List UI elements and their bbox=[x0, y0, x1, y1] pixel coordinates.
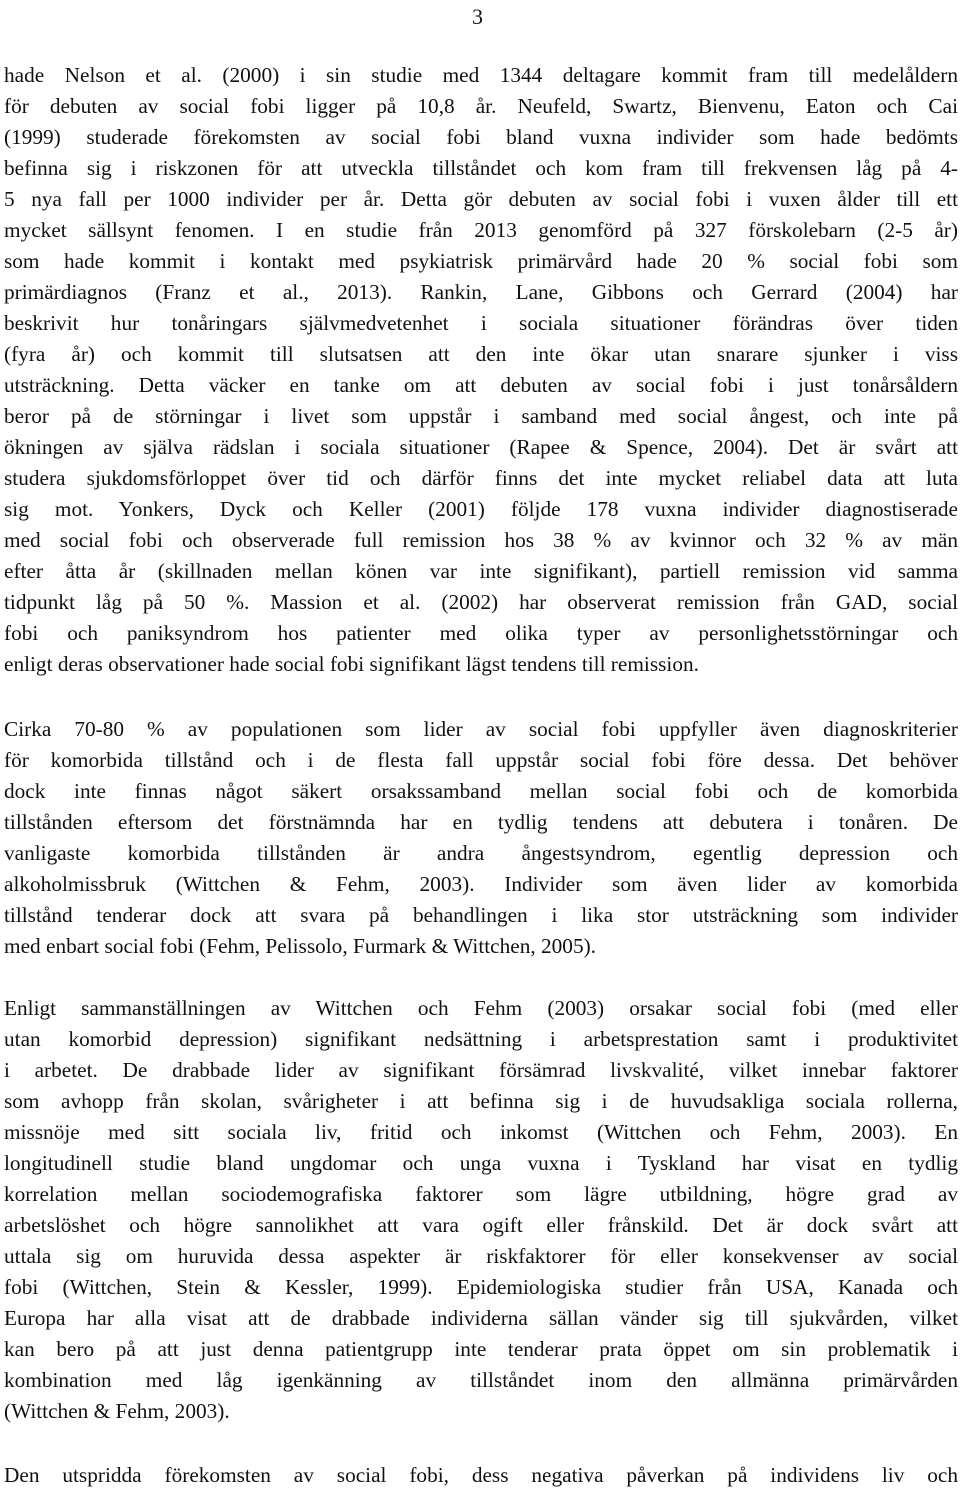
text-line: dock inte finnas något säkert orsakssamband mellan social fobi och de komorbida bbox=[4, 779, 958, 803]
text-line: fobi och paniksyndrom hos patienter med olika typer av personlighetsstörningar och bbox=[4, 621, 958, 645]
text-line: primärdiagnos (Franz et al., 2013). Rankin, Lane, Gibbons och Gerrard (2004) har bbox=[4, 280, 958, 304]
text-line: Den utspridda förekomsten av social fobi, dess negativa påverkan på individens liv och bbox=[4, 1463, 958, 1487]
text-line: (1999) studerade förekomsten av social fobi bland vuxna individer som hade bedömts bbox=[4, 125, 958, 149]
text-line: i arbetet. De drabbade lider av signifikant försämrad livskvalité, vilket innebar faktorer bbox=[4, 1058, 958, 1082]
text-line: med social fobi och observerade full remission hos 38 % av kvinnor och 32 % av män bbox=[4, 528, 958, 552]
text-line: arbetslöshet och högre sannolikhet att vara ogift eller frånskild. Det är dock svårt att bbox=[4, 1213, 958, 1237]
text-line: Europa har alla visat att de drabbade individerna sällan vänder sig till sjukvården, vilket bbox=[4, 1306, 958, 1330]
page-number: 3 bbox=[472, 4, 483, 29]
text-line: tillstånd tenderar dock att svara på behandlingen i lika stor utsträckning som individer bbox=[4, 903, 958, 927]
text-line: Cirka 70-80 % av populationen som lider av social fobi uppfyller även diagnoskriterier bbox=[4, 717, 958, 741]
text-line: som hade kommit i kontakt med psykiatrisk primärvård hade 20 % social fobi som bbox=[4, 249, 958, 273]
text-line: utsträckning. Detta väcker en tanke om att debuten av social fobi i just tonårsåldern bbox=[4, 373, 958, 397]
text-line: 5 nya fall per 1000 individer per år. Detta gör debuten av social fobi i vuxen ålder till ett bbox=[4, 187, 958, 211]
text-line: utan komorbid depression) signifikant nedsättning i arbetsprestation samt i produktivitet bbox=[4, 1027, 958, 1051]
text-line: beskrivit hur tonåringars självmedvetenhet i sociala situationer förändras över tiden bbox=[4, 311, 958, 335]
text-line: enligt deras observationer hade social fobi signifikant lägst tendens till remission. bbox=[4, 652, 699, 676]
text-line: (fyra år) och kommit till slutsatsen att den inte ökar utan snarare sjunker i viss bbox=[4, 342, 958, 366]
text-line: korrelation mellan sociodemografiska faktorer som lägre utbildning, högre grad av bbox=[4, 1182, 958, 1206]
text-line: kombination med låg igenkänning av tillståndet inom den allmänna primärvården bbox=[4, 1368, 958, 1392]
text-line: hade Nelson et al. (2000) i sin studie med 1344 deltagare kommit fram till medelåldern bbox=[4, 63, 958, 87]
text-line: (Wittchen & Fehm, 2003). bbox=[4, 1399, 230, 1423]
text-line: mycket sällsynt fenomen. I en studie från 2013 genomförd på 327 förskolebarn (2-5 år) bbox=[4, 218, 958, 242]
text-line: missnöje med sitt sociala liv, fritid och inkomst (Wittchen och Fehm, 2003). En bbox=[4, 1120, 958, 1144]
paragraph-onset bbox=[4, 60, 958, 680]
text-line: för komorbida tillstånd och i de flesta fall uppstår social fobi före dessa. Det behöver bbox=[4, 748, 958, 772]
text-line: som avhopp från skolan, svårigheter i att befinna sig i de huvudsakliga sociala rollerna, bbox=[4, 1089, 958, 1113]
text-line: tillstånden eftersom det förstnämnda har en tydlig tendens att debutera i tonåren. De bbox=[4, 810, 958, 834]
text-line: Enligt sammanställningen av Wittchen och Fehm (2003) orsakar social fobi (med eller bbox=[4, 996, 958, 1020]
text-line: efter åtta år (skillnaden mellan könen var inte signifikant), partiell remission vid samma bbox=[4, 559, 958, 583]
paragraph-comorbidity bbox=[4, 714, 958, 962]
paragraph-summary-start bbox=[4, 1460, 958, 1491]
text-line: uttala sig om huruvida dessa aspekter är riskfaktorer för eller konsekvenser av social bbox=[4, 1244, 958, 1268]
text-line: vanligaste komorbida tillstånden är andra ångestsyndrom, egentlig depression och bbox=[4, 841, 958, 865]
text-line: för debuten av social fobi ligger på 10,8 år. Neufeld, Swartz, Bienvenu, Eaton och Cai bbox=[4, 94, 958, 118]
text-line: fobi (Wittchen, Stein & Kessler, 1999). Epidemiologiska studier från USA, Kanada och bbox=[4, 1275, 958, 1299]
text-line: longitudinell studie bland ungdomar och unga vuxna i Tyskland har visat en tydlig bbox=[4, 1151, 958, 1175]
text-line: ökningen av själva rädslan i sociala situationer (Rapee & Spence, 2004). Det är svårt att bbox=[4, 435, 958, 459]
text-line: beror på de störningar i livet som uppstår i samband med social ångest, och inte på bbox=[4, 404, 958, 428]
text-line: sig mot. Yonkers, Dyck och Keller (2001) följde 178 vuxna individer diagnostiserade bbox=[4, 497, 958, 521]
text-line: alkoholmissbruk (Wittchen & Fehm, 2003). Individer som även lider av komorbida bbox=[4, 872, 958, 896]
text-line: med enbart social fobi (Fehm, Pelissolo, Furmark & Wittchen, 2005). bbox=[4, 934, 597, 958]
text-line: befinna sig i riskzonen för att utveckla tillståndet och kom fram till frekvensen låg på 4- bbox=[4, 156, 958, 180]
text-line: studera sjukdomsförloppet över tid och därför finns det inte mycket reliabel data att luta bbox=[4, 466, 958, 490]
paragraph-impairment bbox=[4, 993, 958, 1427]
text-line: tidpunkt låg på 50 %. Massion et al. (2002) har observerat remission från GAD, social bbox=[4, 590, 958, 614]
text-line: kan bero på att just denna patientgrupp inte tenderar prata öppet om sin problematik i bbox=[4, 1337, 958, 1361]
